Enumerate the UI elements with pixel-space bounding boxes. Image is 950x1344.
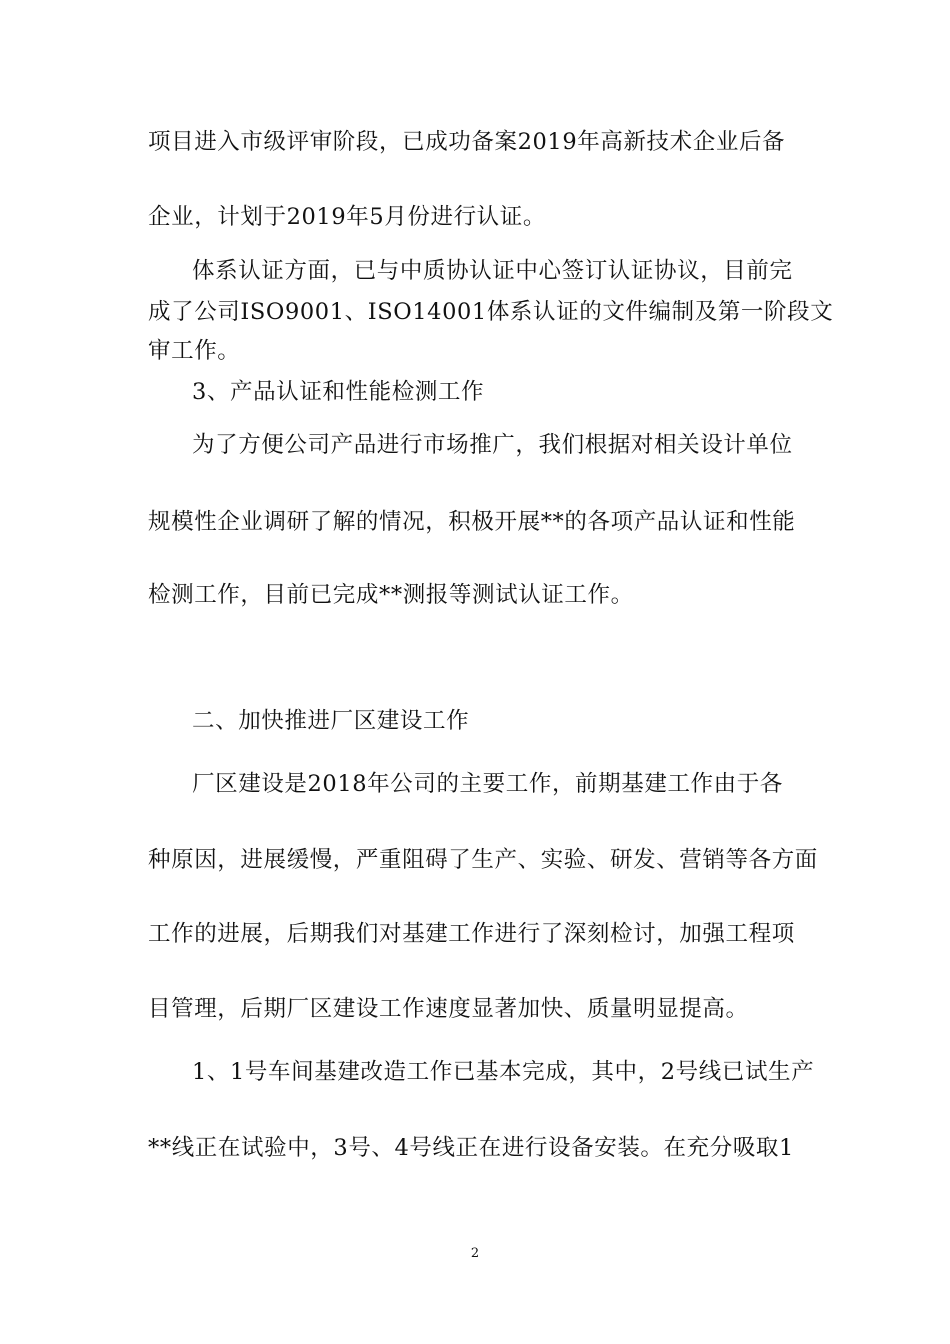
section-heading-2: 二、加快推进厂区建设工作 bbox=[192, 708, 470, 734]
text-line-14: 目管理，后期厂区建设工作速度显著加快、质量明显提高。 bbox=[148, 996, 749, 1022]
text-line-9: 检测工作，目前已完成**测报等测试认证工作。 bbox=[148, 582, 634, 608]
text-line-2: 企业，计划于2019年5月份进行认证。 bbox=[148, 204, 546, 230]
text-line-12: 种原因，进展缓慢，严重阻碍了生产、实验、研发、营销等各方面 bbox=[148, 847, 818, 873]
text-line-16: **线正在试验中，3号、4号线正在进行设备安装。在充分吸取1 bbox=[148, 1135, 794, 1161]
text-line-11: 厂区建设是2018年公司的主要工作，前期基建工作由于各 bbox=[192, 771, 783, 797]
text-line-13: 工作的进展，后期我们对基建工作进行了深刻检讨，加强工程项 bbox=[148, 921, 795, 947]
text-line-15: 1、1号车间基建改造工作已基本完成，其中，2号线已试生产 bbox=[192, 1059, 815, 1085]
text-line-7: 为了方便公司产品进行市场推广，我们根据对相关设计单位 bbox=[192, 432, 793, 458]
page-number: 2 bbox=[470, 1246, 480, 1261]
text-line-1: 项目进入市级评审阶段，已成功备案2019年高新技术企业后备 bbox=[148, 129, 786, 155]
text-line-4: 成了公司ISO9001、ISO14001体系认证的文件编制及第一阶段文 bbox=[148, 299, 834, 325]
text-line-8: 规模性企业调研了解的情况，积极开展**的各项产品认证和性能 bbox=[148, 509, 796, 535]
section-heading-3: 3、产品认证和性能检测工作 bbox=[192, 379, 485, 405]
text-line-5: 审工作。 bbox=[148, 338, 241, 364]
text-line-3: 体系认证方面，已与中质协认证中心签订认证协议，目前完 bbox=[192, 258, 793, 284]
